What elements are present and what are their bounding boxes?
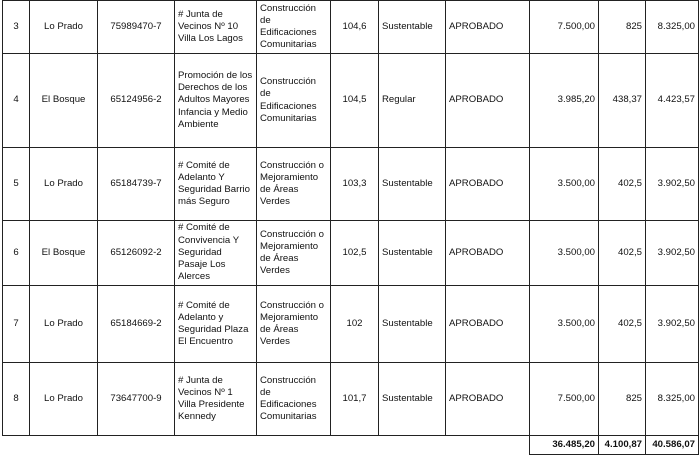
status-cell: APROBADO [446,286,530,363]
status-cell: APROBADO [446,363,530,436]
projects-table [2,0,699,455]
evaluation-cell: Sustentable [379,148,446,221]
total-cell: 3.902,50 [646,221,699,286]
rut-cell: 73647700-9 [98,363,175,436]
amount-cell: 3.500,00 [530,148,599,221]
evaluation-cell: Sustentable [379,286,446,363]
row-number: 3 [3,1,30,54]
evaluation-cell: Sustentable [379,221,446,286]
amount-cell: 3.985,20 [530,54,599,148]
organization-cell: # Comité de Adelanto y Seguridad Plaza El Encuentro [175,286,257,363]
row-number: 8 [3,363,30,436]
evaluation-cell: Sustentable [379,363,446,436]
amount-cell: 3.500,00 [530,221,599,286]
comuna-cell: Lo Prado [30,1,98,54]
comuna-cell: El Bosque [30,54,98,148]
table-row [3,1,699,54]
rut-cell: 75989470-7 [98,1,175,54]
table-row [3,286,699,363]
score-cell: 101,7 [331,363,379,436]
contribution-cell: 825 [599,1,646,54]
score-cell: 104,6 [331,1,379,54]
project-type-cell: Construcción de Edificaciones Comunitarias [257,54,331,148]
rut-cell: 65124956-2 [98,54,175,148]
total-cell: 8.325,00 [646,1,699,54]
grand-total: 40.586,07 [646,436,699,455]
contribution-cell: 825 [599,363,646,436]
status-cell: APROBADO [446,54,530,148]
evaluation-cell: Regular [379,54,446,148]
score-cell: 104,5 [331,54,379,148]
organization-cell: # Comité de Adelanto Y Seguridad Barrio más Seguro [175,148,257,221]
table-row [3,363,699,436]
table-row [3,148,699,221]
project-type-cell: Construcción de Edificaciones Comunitarias [257,363,331,436]
project-type-cell: Construcción o Mejoramiento de Áreas Verdes [257,148,331,221]
table-row [3,221,699,286]
score-cell: 103,3 [331,148,379,221]
comuna-cell: Lo Prado [30,363,98,436]
project-type-cell: Construcción de Edificaciones Comunitarias [257,1,331,54]
total-cell: 4.423,57 [646,54,699,148]
total-amount: 36.485,20 [530,436,599,455]
totals-spacer [3,436,530,455]
total-cell: 3.902,50 [646,286,699,363]
organization-cell: # Comité de Convivencia Y Seguridad Pasaje Los Alerces [175,221,257,286]
amount-cell: 7.500,00 [530,363,599,436]
comuna-cell: Lo Prado [30,148,98,221]
evaluation-cell: Sustentable [379,1,446,54]
row-number: 4 [3,54,30,148]
rut-cell: 65184739-7 [98,148,175,221]
organization-cell: # Junta de Vecinos Nº 10 Villa Los Lagos [175,1,257,54]
project-type-cell: Construcción o Mejoramiento de Áreas Verdes [257,221,331,286]
status-cell: APROBADO [446,221,530,286]
rut-cell: 65126092-2 [98,221,175,286]
organization-cell: # Junta de Vecinos Nº 1 Villa Presidente Kennedy [175,363,257,436]
amount-cell: 7.500,00 [530,1,599,54]
organization-cell: Promoción de los Derechos de los Adultos Mayores Infancia y Medio Ambiente [175,54,257,148]
contribution-cell: 402,5 [599,148,646,221]
table-row [3,54,699,148]
status-cell: APROBADO [446,148,530,221]
comuna-cell: Lo Prado [30,286,98,363]
rut-cell: 65184669-2 [98,286,175,363]
score-cell: 102,5 [331,221,379,286]
row-number: 6 [3,221,30,286]
contribution-cell: 402,5 [599,221,646,286]
amount-cell: 3.500,00 [530,286,599,363]
project-type-cell: Construcción o Mejoramiento de Áreas Verdes [257,286,331,363]
total-cell: 8.325,00 [646,363,699,436]
score-cell: 102 [331,286,379,363]
contribution-cell: 438,37 [599,54,646,148]
totals-row [3,436,699,455]
total-cell: 3.902,50 [646,148,699,221]
contribution-cell: 402,5 [599,286,646,363]
status-cell: APROBADO [446,1,530,54]
row-number: 7 [3,286,30,363]
row-number: 5 [3,148,30,221]
comuna-cell: El Bosque [30,221,98,286]
total-contribution: 4.100,87 [599,436,646,455]
